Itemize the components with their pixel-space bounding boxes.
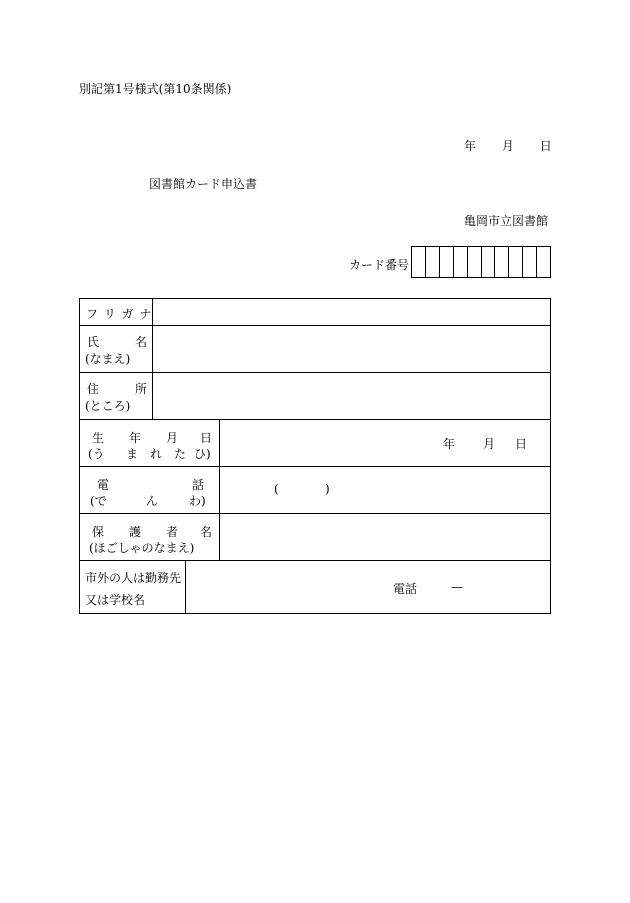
birthdate-row [80,420,550,467]
form-reference: 別記第1号様式(第10条関係) [79,82,232,96]
workplace-label-cell [80,561,186,613]
address-label-cell [80,373,153,419]
phone-area-open-paren: ( [274,482,279,496]
issuer-name: 亀岡市立図書館 [464,214,549,228]
birthdate-reading-char: れ [150,447,163,461]
card-number-digit-box[interactable] [509,247,523,277]
address-label-first: 住 [87,382,100,396]
guardian-reading: (ほごしゃのなまえ) [89,541,195,555]
guardian-label-char: 名 [200,525,213,539]
furigana-label-cell [80,299,153,325]
guardian-label-cell [80,514,220,560]
address-row [80,373,550,420]
workplace-input[interactable] [187,561,550,613]
document-title: 図書館カード申込書 [149,177,258,191]
workplace-phone-label: 電話 [393,582,418,596]
address-reading: (ところ) [85,399,131,413]
birthdate-reading-char: ま [126,447,139,461]
workplace-label-line1: 市外の人は勤務先 [85,571,182,585]
furigana-input[interactable] [154,299,550,325]
card-number-digit-box[interactable] [426,247,440,277]
birthdate-label-cell [80,420,220,466]
guardian-label-char: 護 [129,525,142,539]
date-year-label: 年 [464,139,477,153]
name-label-second: 名 [135,335,148,349]
workplace-phone-dash: — [451,580,463,594]
birthdate-day-label: 日 [515,437,528,451]
furigana-row [80,299,550,326]
application-date [464,137,552,154]
workplace-label-line2: 又は学校名 [85,593,146,607]
card-number-digit-box[interactable] [523,247,537,277]
birthdate-label-char: 月 [166,431,179,445]
address-label-second: 所 [135,382,148,396]
guardian-label-char: 保 [92,525,105,539]
guardian-input[interactable] [221,514,550,560]
birthdate-label-char: 日 [200,431,213,445]
name-reading: (なまえ) [85,352,131,366]
phone-reading-first: (で [90,494,107,508]
furigana-label: フ リ ガ ナ [86,307,153,321]
birthdate-input[interactable] [221,420,550,466]
phone-label-cell [80,467,220,513]
name-label-cell [80,326,153,372]
card-number-digit-box[interactable] [412,247,426,277]
card-number-digit-box[interactable] [454,247,468,277]
birthdate-month-label: 月 [483,437,496,451]
birthdate-reading-char: ひ) [194,447,211,461]
birthdate-year-label: 年 [443,437,456,451]
card-number-boxes[interactable] [411,246,551,278]
address-input[interactable] [154,373,550,419]
birthdate-label-char: 年 [129,431,142,445]
card-number-digit-box[interactable] [495,247,509,277]
birthdate-reading-char: (う [88,447,105,461]
phone-label-first: 電 [97,478,110,492]
date-day-label: 日 [539,139,552,153]
card-number-digit-box[interactable] [482,247,496,277]
birthdate-label-char: 生 [92,431,105,445]
phone-reading-second: ん [146,494,159,508]
phone-reading-third: わ) [189,494,206,508]
guardian-label-char: 者 [166,525,179,539]
phone-row [80,467,550,514]
phone-input[interactable] [221,467,550,513]
name-row [80,326,550,373]
card-number-digit-box[interactable] [537,247,550,277]
phone-area-close-paren: ) [325,482,330,496]
phone-label-second: 話 [192,478,205,492]
name-input[interactable] [154,326,550,372]
card-number-digit-box[interactable] [440,247,454,277]
workplace-row [80,561,550,613]
application-form-table [79,298,551,614]
card-number-digit-box[interactable] [468,247,482,277]
date-month-label: 月 [501,139,514,153]
card-number-label: カード番号 [349,258,410,272]
name-label-first: 氏 [87,335,100,349]
birthdate-reading-char: た [174,447,187,461]
guardian-row [80,514,550,561]
